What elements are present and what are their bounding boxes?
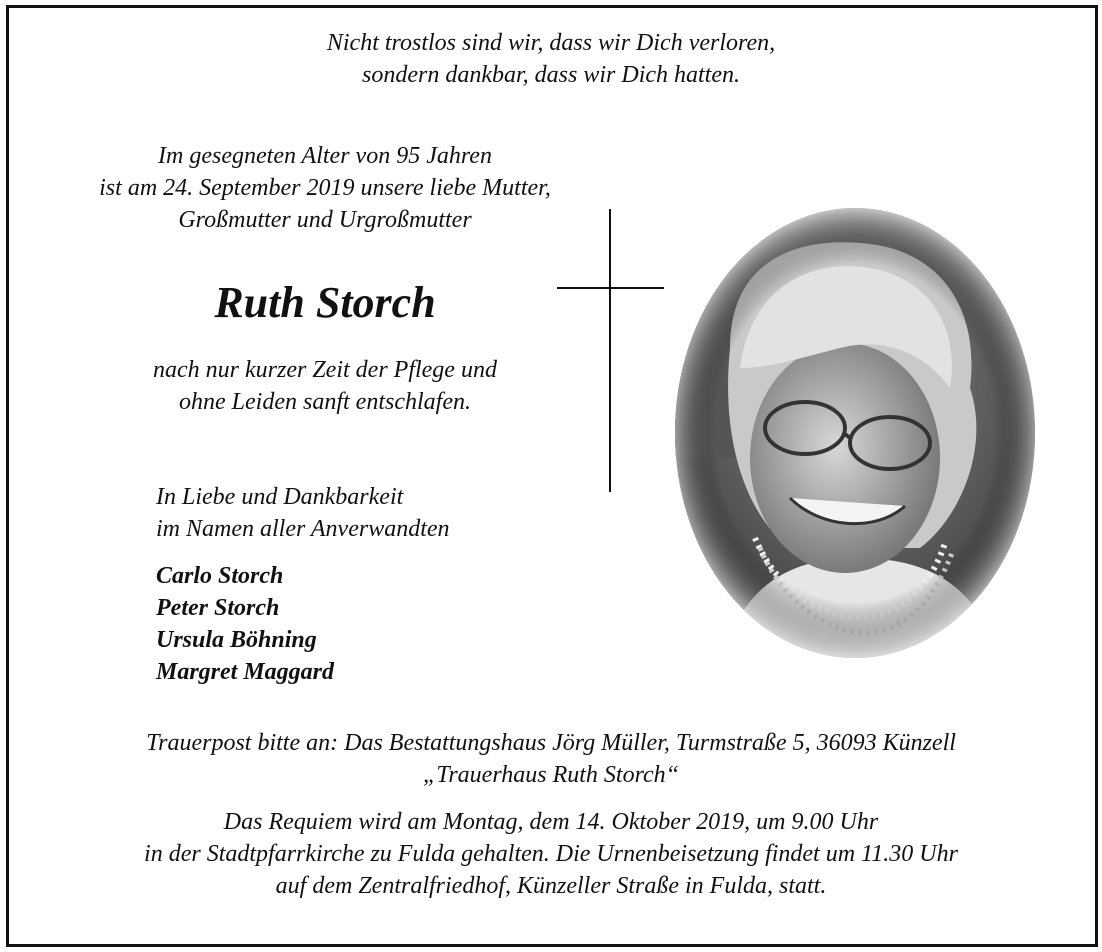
mail-line-1: Trauerpost bitte an: Das Bestattungshaus Jörg Müller, Turmstraße 5, 36093 Künzell bbox=[146, 730, 956, 756]
mourners-intro-line-2: im Namen aller Anverwandten bbox=[156, 516, 450, 542]
portrait-photo bbox=[660, 198, 1050, 668]
mail-line-2: „Trauerhaus Ruth Storch“ bbox=[422, 762, 680, 788]
mourner-name: Peter Storch bbox=[156, 595, 280, 621]
mourner-name: Ursula Böhning bbox=[156, 627, 317, 653]
service-line-1: Das Requiem wird am Montag, dem 14. Oktober 2019, um 9.00 Uhr bbox=[223, 809, 879, 835]
service-line-2: in der Stadtpfarrkirche zu Fulda gehalten. Die Urnenbeisetzung findet um 11.30 Uhr bbox=[144, 841, 958, 867]
intro-line-1: Im gesegneten Alter von 95 Jahren bbox=[158, 143, 492, 169]
passing-line-1: nach nur kurzer Zeit der Pflege und bbox=[153, 357, 497, 383]
mourner-name: Carlo Storch bbox=[156, 563, 284, 589]
mourner-name: Margret Maggard bbox=[156, 659, 335, 685]
motto-line-1: Nicht trostlos sind wir, dass wir Dich verloren, bbox=[326, 30, 776, 56]
passing-line-2: ohne Leiden sanft entschlafen. bbox=[179, 389, 471, 415]
intro-line-2: ist am 24. September 2019 unsere liebe Mutter, bbox=[99, 175, 551, 201]
intro-line-3: Großmutter und Urgroßmutter bbox=[178, 207, 472, 233]
motto-line-2: sondern dankbar, dass wir Dich hatten. bbox=[362, 62, 740, 88]
deceased-name: Ruth Storch bbox=[214, 278, 436, 327]
mourners-intro-line-1: In Liebe und Dankbarkeit bbox=[156, 484, 404, 510]
service-line-3: auf dem Zentralfriedhof, Künzeller Straße in Fulda, statt. bbox=[275, 873, 827, 899]
